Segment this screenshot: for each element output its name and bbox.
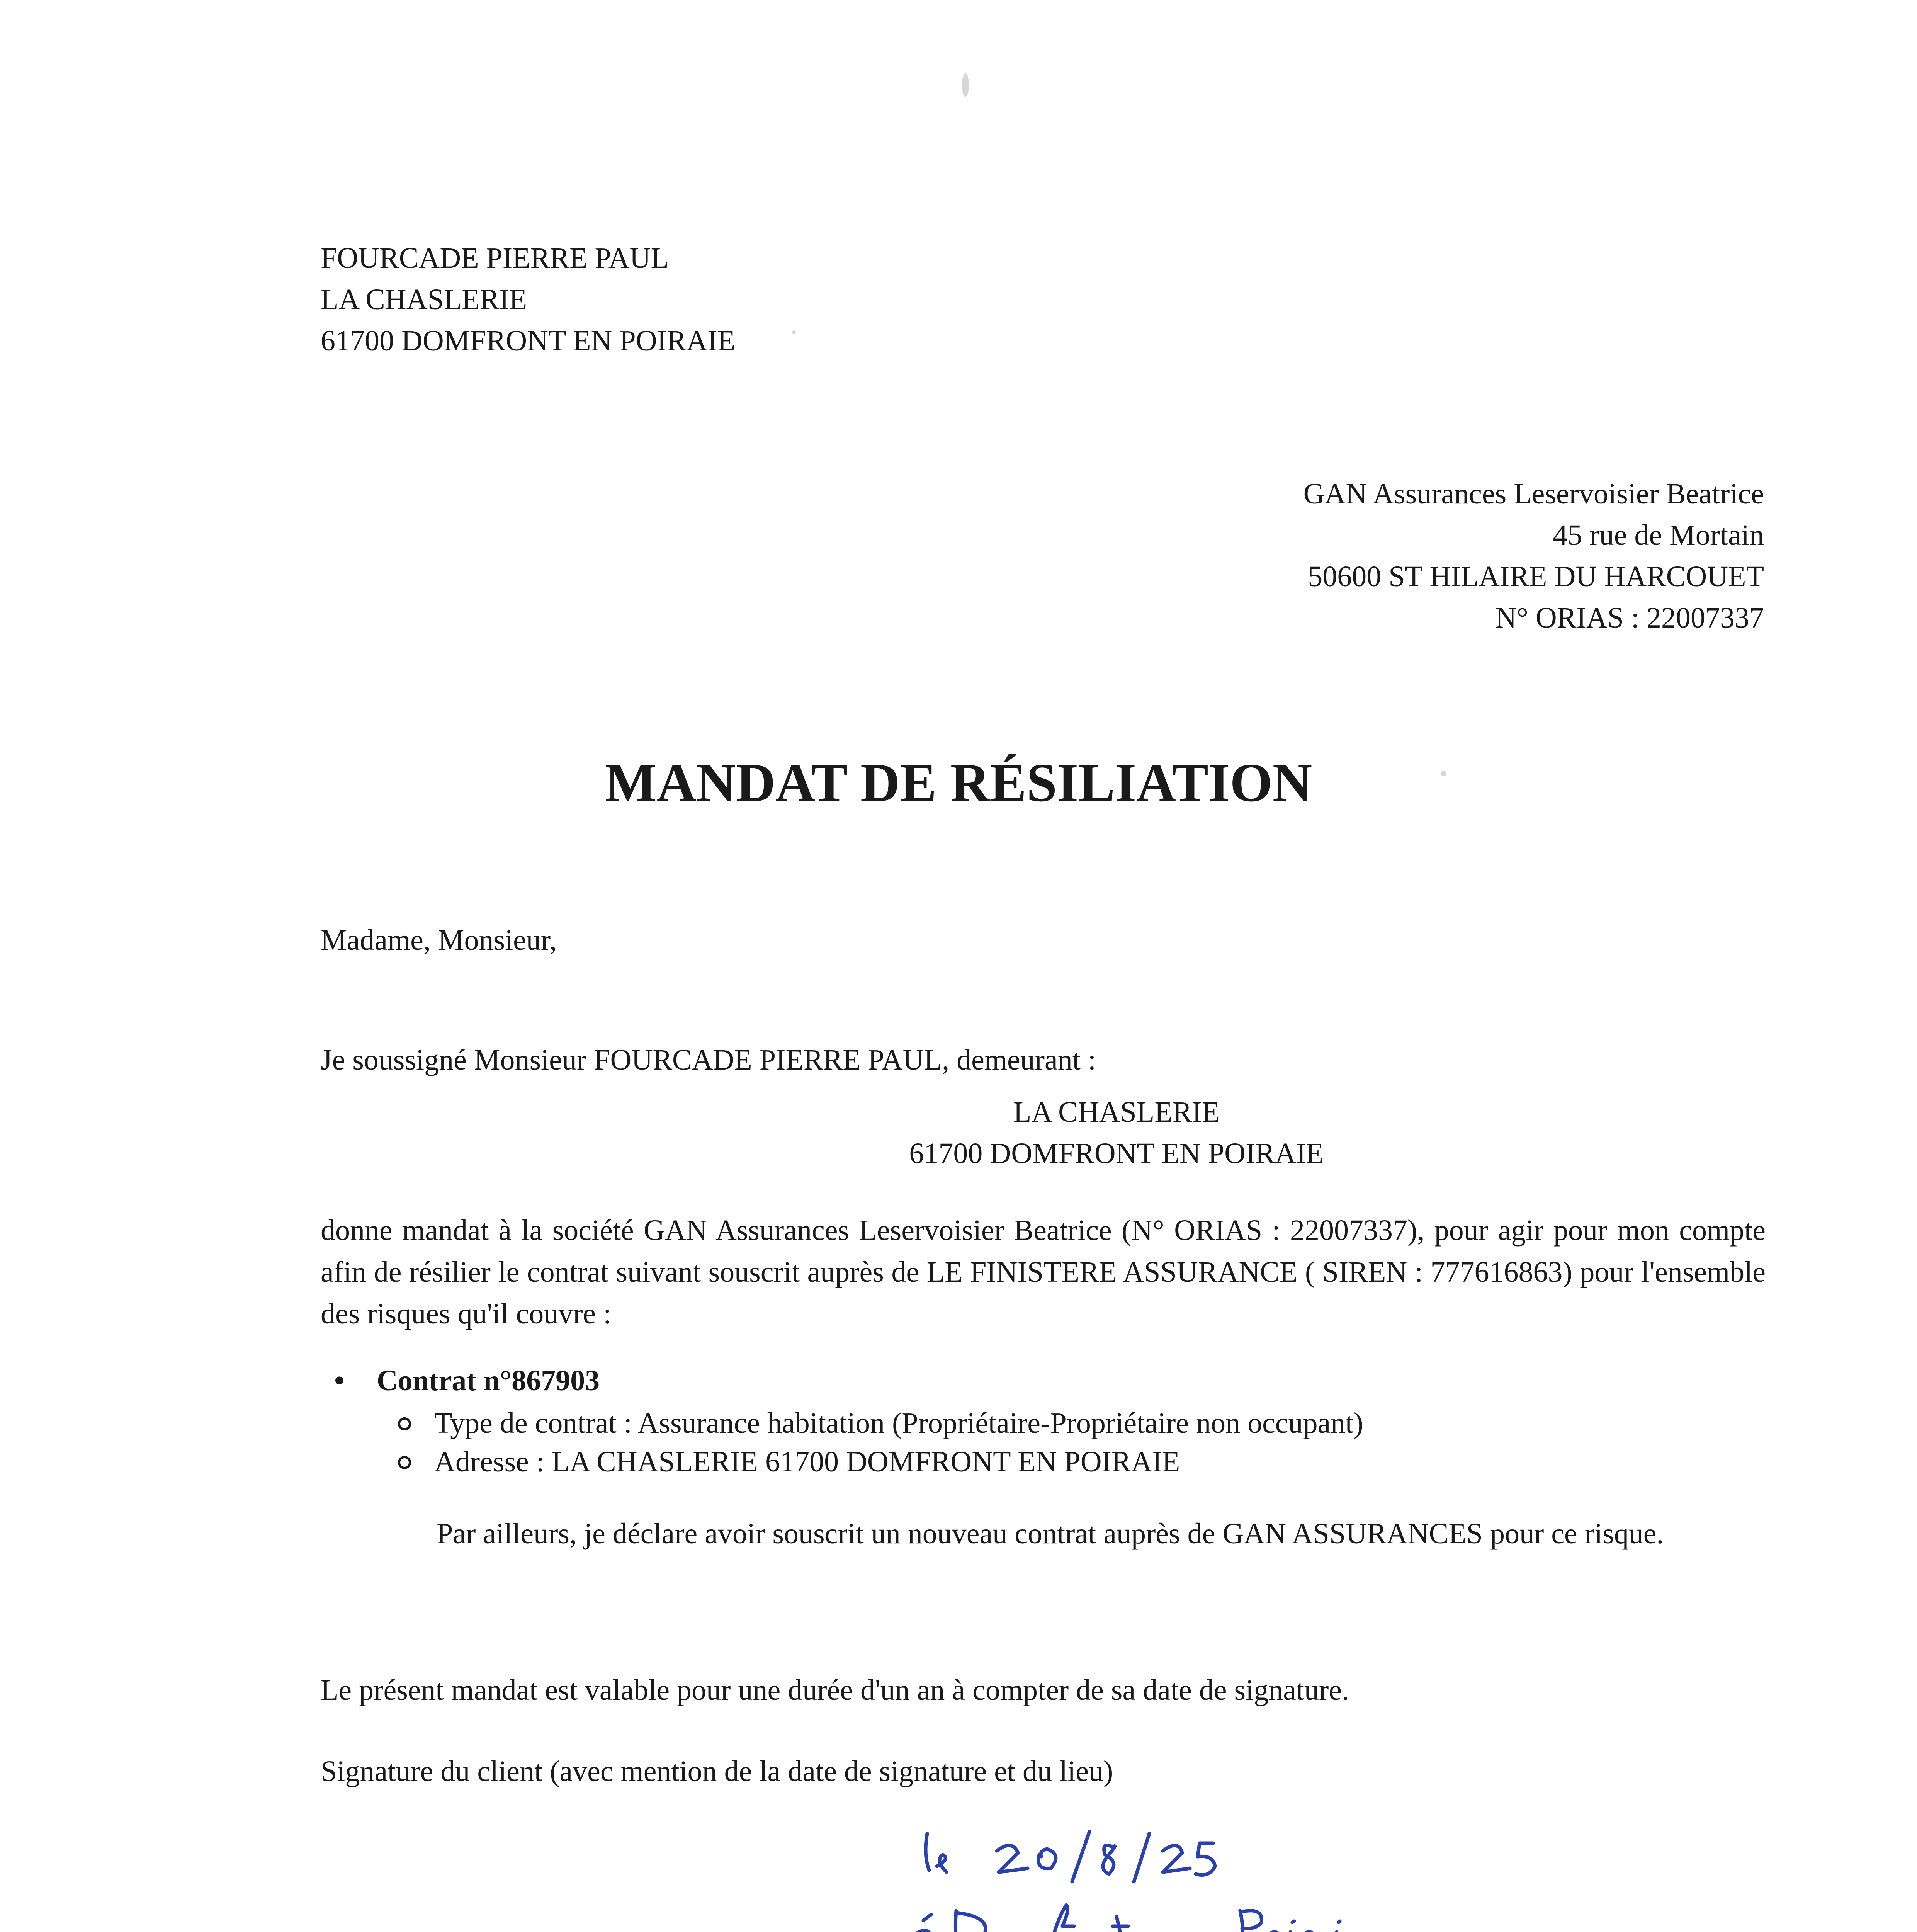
mandate-paragraph: donne mandat à la société GAN Assurances Leservoisier Beatrice (N° ORIAS : 22007337), pour agir pour mon compte afin de résilier le contrat suivant souscrit auprès de LE FINISTERE ASSURANCE ( SIREN : 777616863) pour l'ensemble des risques qu'il couvre : [321, 1214, 1766, 1330]
recipient-name: GAN Assurances Leservoisier Beatrice [1303, 478, 1764, 510]
paper-speck [792, 330, 796, 334]
sender-name: FOURCADE PIERRE PAUL [321, 242, 669, 274]
recipient-city-line: 50600 ST HILAIRE DU HARCOUET [1308, 560, 1764, 593]
document-title: MANDAT DE RÉSILIATION [605, 752, 1312, 813]
new-contract-paragraph: Par ailleurs, je déclare avoir souscrit un nouveau contrat auprès de GAN ASSURANCES pour ce risque. [437, 1517, 1664, 1550]
contract-address: Adresse : LA CHASLERIE 61700 DOMFRONT EN POIRAIE [434, 1446, 1180, 1478]
contract-title: Contrat n°867903 [377, 1364, 600, 1397]
recipient-orias: N° ORIAS : 22007337 [1495, 602, 1764, 634]
contract-type: Type de contrat : Assurance habitation (Propriétaire-Propriétaire non occupant) [434, 1407, 1363, 1439]
validity-paragraph: Le présent mandat est valable pour une durée d'un an à compter de sa date de signature. [321, 1674, 1349, 1706]
handwriting-line-date [926, 1832, 1215, 1882]
sender-city-line: 61700 DOMFRONT EN POIRAIE [321, 325, 736, 357]
recipient-street: 45 rue de Mortain [1553, 519, 1764, 551]
residence-line-2: 61700 DOMFRONT EN POIRAIE [909, 1137, 1324, 1170]
salutation: Madame, Monsieur, [321, 924, 557, 956]
residence-line-1: LA CHASLERIE [1013, 1096, 1220, 1128]
sender-address-line: LA CHASLERIE [321, 283, 527, 316]
paper-speck [962, 73, 969, 97]
signature-label: Signature du client (avec mention de la date de signature et du lieu) [321, 1755, 1113, 1787]
intro-line: Je soussigné Monsieur FOURCADE PIERRE PAUL, demeurant : [321, 1044, 1096, 1076]
handwriting-line-place [916, 1905, 1358, 1932]
paper-speck [1441, 771, 1446, 776]
handwritten-date: le 20/8/25 [927, 1862, 929, 1863]
bullet-dot-icon: • [334, 1364, 345, 1397]
